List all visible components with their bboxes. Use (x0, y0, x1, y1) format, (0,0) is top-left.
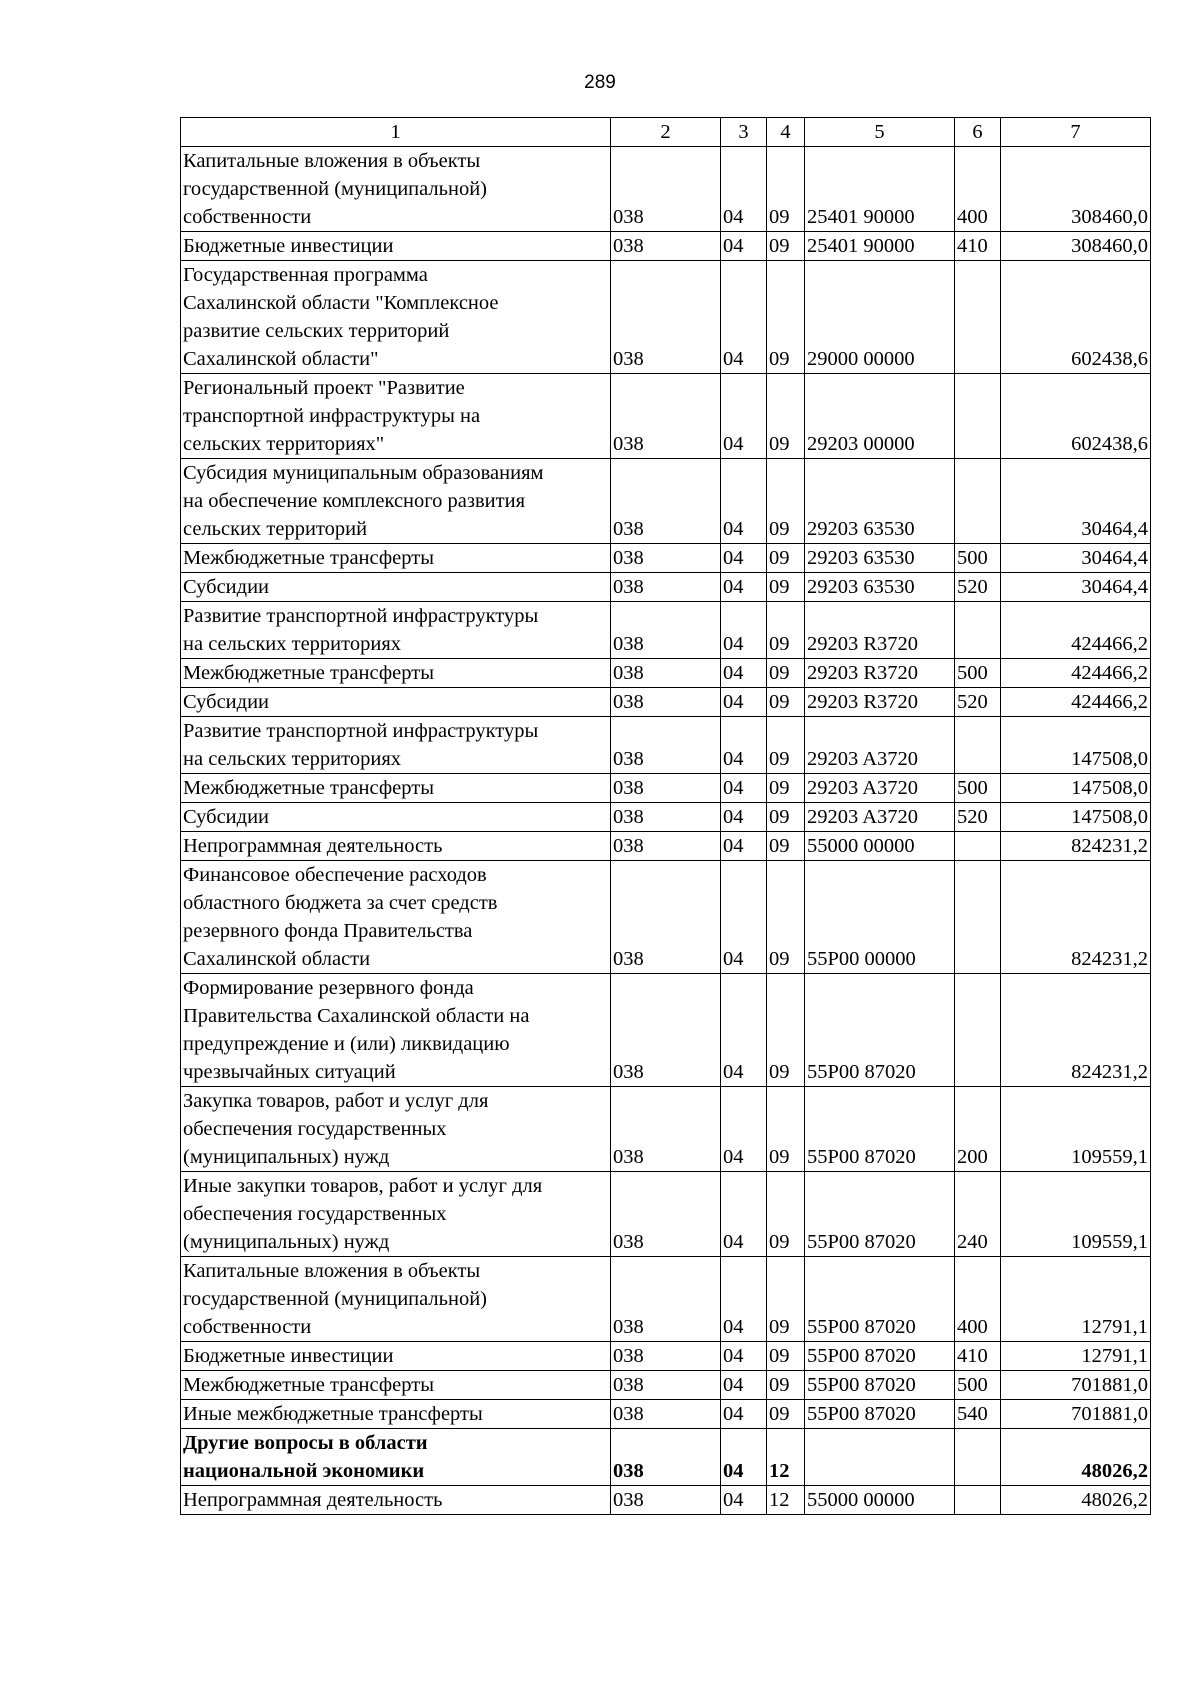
col2-cell: 038 (611, 573, 721, 602)
col3-cell: 04 (721, 717, 767, 774)
col3-cell: 04 (721, 261, 767, 374)
col4-cell: 09 (767, 602, 805, 659)
table-row (181, 803, 1151, 832)
col5-cell: 55P00 87020 (805, 1371, 955, 1400)
table-row (181, 659, 1151, 688)
header-cell: 1 (181, 118, 611, 147)
col3-cell: 04 (721, 1257, 767, 1342)
col2-cell: 038 (611, 659, 721, 688)
row-name-cell: Межбюджетные трансферты (181, 544, 611, 573)
col5-cell: 55000 00000 (805, 1486, 955, 1515)
row-name-cell: Непрограммная деятельность (181, 832, 611, 861)
col4-cell: 09 (767, 1400, 805, 1429)
amount-cell: 109559,1 (1001, 1172, 1151, 1257)
col5-cell: 25401 90000 (805, 147, 955, 232)
col6-cell: 500 (955, 659, 1001, 688)
amount-cell: 48026,2 (1001, 1429, 1151, 1486)
col3-cell: 04 (721, 974, 767, 1087)
col6-cell: 500 (955, 544, 1001, 573)
table-row (181, 147, 1151, 232)
col5-cell: 29203 A3720 (805, 803, 955, 832)
row-name-cell: Закупка товаров, работ и услуг для обеспечения государственных (муниципальных) нужд (181, 1087, 611, 1172)
table-body (181, 118, 1151, 1515)
col6-cell: 240 (955, 1172, 1001, 1257)
col4-cell: 12 (767, 1486, 805, 1515)
col6-cell: 500 (955, 774, 1001, 803)
col2-cell: 038 (611, 147, 721, 232)
col6-cell (955, 1486, 1001, 1515)
col3-cell: 04 (721, 1371, 767, 1400)
table-row (181, 717, 1151, 774)
col3-cell: 04 (721, 688, 767, 717)
col3-cell: 04 (721, 374, 767, 459)
col6-cell (955, 974, 1001, 1087)
col3-cell: 04 (721, 1087, 767, 1172)
row-name-cell: Развитие транспортной инфраструктуры на сельских территориях (181, 717, 611, 774)
budget-table (180, 117, 1151, 1515)
col5-cell: 55P00 87020 (805, 1342, 955, 1371)
amount-cell: 602438,6 (1001, 261, 1151, 374)
amount-cell: 824231,2 (1001, 974, 1151, 1087)
col4-cell: 09 (767, 803, 805, 832)
table-row (181, 602, 1151, 659)
row-name-cell: Субсидии (181, 573, 611, 602)
col2-cell: 038 (611, 261, 721, 374)
col2-cell: 038 (611, 717, 721, 774)
col5-cell: 55P00 00000 (805, 861, 955, 974)
header-cell: 6 (955, 118, 1001, 147)
col4-cell: 09 (767, 459, 805, 544)
col3-cell: 04 (721, 832, 767, 861)
col3-cell: 04 (721, 1400, 767, 1429)
col5-cell: 29203 R3720 (805, 602, 955, 659)
amount-cell: 48026,2 (1001, 1486, 1151, 1515)
row-name-cell: Непрограммная деятельность (181, 1486, 611, 1515)
col2-cell: 038 (611, 1257, 721, 1342)
table-row (181, 232, 1151, 261)
col2-cell: 038 (611, 774, 721, 803)
amount-cell: 12791,1 (1001, 1257, 1151, 1342)
row-name-cell: Бюджетные инвестиции (181, 232, 611, 261)
col6-cell: 520 (955, 573, 1001, 602)
table-row (181, 1172, 1151, 1257)
col3-cell: 04 (721, 573, 767, 602)
amount-cell: 424466,2 (1001, 602, 1151, 659)
col5-cell: 29203 63530 (805, 544, 955, 573)
col3-cell: 04 (721, 1172, 767, 1257)
col4-cell: 09 (767, 1087, 805, 1172)
row-name-cell: Финансовое обеспечение расходов областного бюджета за счет средств резервного фонда Правительства Сахалинской области (181, 861, 611, 974)
amount-cell: 424466,2 (1001, 659, 1151, 688)
row-name-cell: Бюджетные инвестиции (181, 1342, 611, 1371)
amount-cell: 308460,0 (1001, 232, 1151, 261)
col2-cell: 038 (611, 459, 721, 544)
amount-cell: 147508,0 (1001, 774, 1151, 803)
col6-cell: 500 (955, 1371, 1001, 1400)
col2-cell: 038 (611, 861, 721, 974)
col5-cell: 25401 90000 (805, 232, 955, 261)
col3-cell: 04 (721, 1342, 767, 1371)
col2-cell: 038 (611, 232, 721, 261)
col2-cell: 038 (611, 974, 721, 1087)
col6-cell: 400 (955, 1257, 1001, 1342)
row-name-cell: Субсидии (181, 803, 611, 832)
row-name-cell: Иные закупки товаров, работ и услуг для обеспечения государственных (муниципальных) нужд (181, 1172, 611, 1257)
row-name-cell: Межбюджетные трансферты (181, 1371, 611, 1400)
col4-cell: 09 (767, 1371, 805, 1400)
header-cell: 5 (805, 118, 955, 147)
col6-cell: 540 (955, 1400, 1001, 1429)
table-row (181, 774, 1151, 803)
col4-cell: 09 (767, 1342, 805, 1371)
col6-cell (955, 832, 1001, 861)
row-name-cell: Капитальные вложения в объекты государственной (муниципальной) собственности (181, 147, 611, 232)
col2-cell: 038 (611, 832, 721, 861)
col3-cell: 04 (721, 861, 767, 974)
table-row (181, 261, 1151, 374)
col4-cell: 09 (767, 832, 805, 861)
amount-cell: 701881,0 (1001, 1371, 1151, 1400)
col6-cell: 410 (955, 232, 1001, 261)
col2-cell: 038 (611, 1429, 721, 1486)
header-row (181, 118, 1151, 147)
col6-cell: 400 (955, 147, 1001, 232)
col6-cell: 200 (955, 1087, 1001, 1172)
col5-cell: 55000 00000 (805, 832, 955, 861)
table-row (181, 1257, 1151, 1342)
col2-cell: 038 (611, 1400, 721, 1429)
col2-cell: 038 (611, 688, 721, 717)
amount-cell: 30464,4 (1001, 544, 1151, 573)
col5-cell: 55P00 87020 (805, 1257, 955, 1342)
col4-cell: 09 (767, 544, 805, 573)
col6-cell: 520 (955, 803, 1001, 832)
col4-cell: 09 (767, 573, 805, 602)
col5-cell: 29203 R3720 (805, 659, 955, 688)
col5-cell: 29203 00000 (805, 374, 955, 459)
col3-cell: 04 (721, 232, 767, 261)
table-row (181, 459, 1151, 544)
table-row (181, 1371, 1151, 1400)
col5-cell: 29203 A3720 (805, 774, 955, 803)
col5-cell: 55P00 87020 (805, 1172, 955, 1257)
row-name-cell: Региональный проект "Развитие транспортной инфраструктуры на сельских территориях" (181, 374, 611, 459)
page-number: 289 (584, 72, 616, 93)
col6-cell (955, 602, 1001, 659)
col5-cell (805, 1429, 955, 1486)
row-name-cell: Капитальные вложения в объекты государственной (муниципальной) собственности (181, 1257, 611, 1342)
row-name-cell: Развитие транспортной инфраструктуры на сельских территориях (181, 602, 611, 659)
amount-cell: 308460,0 (1001, 147, 1151, 232)
col4-cell: 09 (767, 374, 805, 459)
col5-cell: 29203 A3720 (805, 717, 955, 774)
col3-cell: 04 (721, 774, 767, 803)
col4-cell: 09 (767, 1172, 805, 1257)
col4-cell: 09 (767, 232, 805, 261)
header-cell: 4 (767, 118, 805, 147)
col6-cell (955, 717, 1001, 774)
table-row (181, 832, 1151, 861)
amount-cell: 602438,6 (1001, 374, 1151, 459)
amount-cell: 147508,0 (1001, 803, 1151, 832)
col3-cell: 04 (721, 602, 767, 659)
col5-cell: 29000 00000 (805, 261, 955, 374)
amount-cell: 30464,4 (1001, 573, 1151, 602)
col6-cell (955, 261, 1001, 374)
col5-cell: 55P00 87020 (805, 974, 955, 1087)
col4-cell: 09 (767, 688, 805, 717)
header-cell: 3 (721, 118, 767, 147)
col3-cell: 04 (721, 1486, 767, 1515)
table-row (181, 974, 1151, 1087)
col4-cell: 09 (767, 147, 805, 232)
col6-cell: 520 (955, 688, 1001, 717)
col4-cell: 09 (767, 261, 805, 374)
col6-cell: 410 (955, 1342, 1001, 1371)
col2-cell: 038 (611, 1172, 721, 1257)
amount-cell: 424466,2 (1001, 688, 1151, 717)
table-row (181, 544, 1151, 573)
table-row (181, 573, 1151, 602)
col2-cell: 038 (611, 374, 721, 459)
row-name-cell: Иные межбюджетные трансферты (181, 1400, 611, 1429)
col2-cell: 038 (611, 602, 721, 659)
table-row (181, 861, 1151, 974)
table-row (181, 1486, 1151, 1515)
col2-cell: 038 (611, 1087, 721, 1172)
col3-cell: 04 (721, 544, 767, 573)
table-row (181, 1429, 1151, 1486)
col4-cell: 09 (767, 974, 805, 1087)
row-name-cell: Межбюджетные трансферты (181, 774, 611, 803)
table-row (181, 688, 1151, 717)
col4-cell: 09 (767, 774, 805, 803)
col2-cell: 038 (611, 803, 721, 832)
col5-cell: 29203 63530 (805, 573, 955, 602)
col3-cell: 04 (721, 1429, 767, 1486)
row-name-cell: Субсидии (181, 688, 611, 717)
col5-cell: 55P00 87020 (805, 1087, 955, 1172)
header-cell: 7 (1001, 118, 1151, 147)
col4-cell: 09 (767, 1257, 805, 1342)
row-name-cell: Межбюджетные трансферты (181, 659, 611, 688)
col2-cell: 038 (611, 1371, 721, 1400)
amount-cell: 147508,0 (1001, 717, 1151, 774)
col4-cell: 09 (767, 861, 805, 974)
amount-cell: 824231,2 (1001, 832, 1151, 861)
col4-cell: 09 (767, 717, 805, 774)
col6-cell (955, 374, 1001, 459)
col6-cell (955, 1429, 1001, 1486)
col3-cell: 04 (721, 147, 767, 232)
col3-cell: 04 (721, 803, 767, 832)
col5-cell: 29203 R3720 (805, 688, 955, 717)
col3-cell: 04 (721, 659, 767, 688)
col4-cell: 12 (767, 1429, 805, 1486)
header-cell: 2 (611, 118, 721, 147)
amount-cell: 30464,4 (1001, 459, 1151, 544)
row-name-cell: Формирование резервного фонда Правительства Сахалинской области на предупреждение и (или) ликвидацию чрезвычайных ситуаций (181, 974, 611, 1087)
amount-cell: 109559,1 (1001, 1087, 1151, 1172)
col2-cell: 038 (611, 1486, 721, 1515)
table-row (181, 1400, 1151, 1429)
col2-cell: 038 (611, 544, 721, 573)
col3-cell: 04 (721, 459, 767, 544)
col5-cell: 55P00 87020 (805, 1400, 955, 1429)
col5-cell: 29203 63530 (805, 459, 955, 544)
row-name-cell: Субсидия муниципальным образованиям на обеспечение комплексного развития сельских территорий (181, 459, 611, 544)
col2-cell: 038 (611, 1342, 721, 1371)
amount-cell: 824231,2 (1001, 861, 1151, 974)
col6-cell (955, 861, 1001, 974)
col4-cell: 09 (767, 659, 805, 688)
amount-cell: 12791,1 (1001, 1342, 1151, 1371)
col6-cell (955, 459, 1001, 544)
table-row (181, 374, 1151, 459)
table-row (181, 1087, 1151, 1172)
amount-cell: 701881,0 (1001, 1400, 1151, 1429)
row-name-cell: Государственная программа Сахалинской области "Комплексное развитие сельских территорий Сахалинской области" (181, 261, 611, 374)
row-name-cell: Другие вопросы в области национальной экономики (181, 1429, 611, 1486)
table-row (181, 1342, 1151, 1371)
